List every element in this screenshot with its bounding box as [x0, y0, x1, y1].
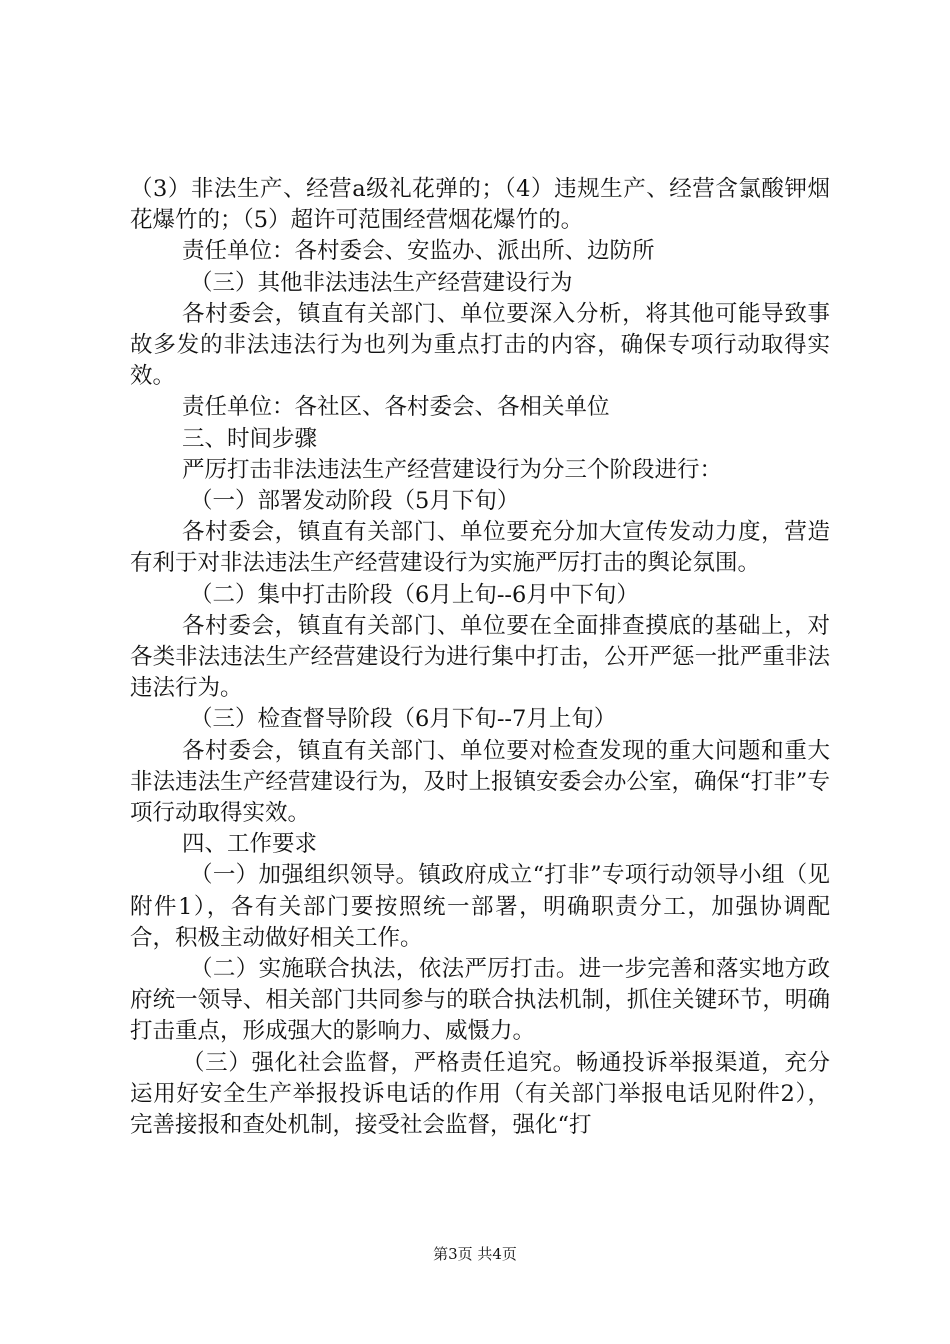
page-footer: 第3页 共4页: [433, 1245, 517, 1263]
paragraph: 责任单位：各村委会、安监办、派出所、边防所: [182, 238, 655, 265]
section-heading: （一）部署发动阶段（5月下旬）: [190, 488, 520, 515]
section-heading: （三）检查督导阶段（6月下旬--7月上旬）: [190, 706, 617, 733]
section-heading: 四、工作要求: [182, 831, 318, 858]
paragraph: （3）非法生产、经营a级礼花弹的；（4）违规生产、经营含氯酸钾烟花爆竹的；（5）超许可范围经营烟花爆竹的。: [130, 176, 830, 234]
paragraph: （一）加强组织领导。镇政府成立“打非”专项行动领导小组（见附件1），各有关部门要按照统一部署，明确职责分工，加强协调配合，积极主动做好相关工作。: [130, 862, 830, 951]
document-body: [130, 174, 830, 1141]
section-heading: （二）集中打击阶段（6月上旬--6月中下旬）: [190, 581, 639, 608]
paragraph: 各村委会，镇直有关部门、单位要对检查发现的重大问题和重大非法违法生产经营建设行为，及时上报镇安委会办公室，确保“打非”专项行动取得实效。: [130, 737, 830, 827]
section-heading: 三、时间步骤: [182, 425, 318, 452]
paragraph: （三）强化社会监督，严格责任追究。畅通投诉举报渠道，充分运用好安全生产举报投诉电话的作用（有关部门举报电话见附件2），完善接报和查处机制，接受社会监督，强化“打: [130, 1049, 830, 1139]
paragraph: 严厉打击非法违法生产经营建设行为分三个阶段进行：: [182, 456, 723, 483]
paragraph: （二）实施联合执法，依法严厉打击。进一步完善和落实地方政府统一领导、相关部门共同参与的联合执法机制，抓住关键环节，明确打击重点，形成强大的影响力、威慑力。: [130, 956, 830, 1045]
paragraph: 各村委会，镇直有关部门、单位要在全面排查摸底的基础上，对各类非法违法生产经营建设行为进行集中打击，公开严惩一批严重非法违法行为。: [130, 612, 830, 702]
section-heading: （三）其他非法违法生产经营建设行为: [190, 269, 573, 296]
paragraph: 责任单位：各社区、各村委会、各相关单位: [182, 394, 610, 421]
paragraph: 各村委会，镇直有关部门、单位要深入分析，将其他可能导致事故多发的非法违法行为也列为重点打击的内容，确保专项行动取得实效。: [130, 300, 830, 390]
paragraph: 各村委会，镇直有关部门、单位要充分加大宣传发动力度，营造有利于对非法违法生产经营建设行为实施严厉打击的舆论氛围。: [130, 519, 830, 577]
